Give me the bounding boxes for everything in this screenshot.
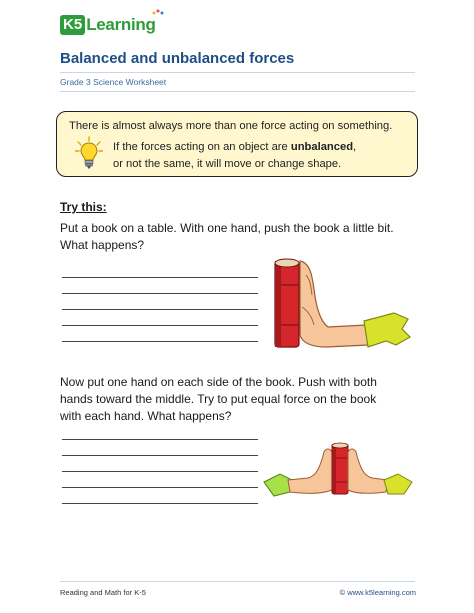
footer-divider xyxy=(60,581,415,582)
answer-line[interactable] xyxy=(62,439,258,440)
page-title: Balanced and unbalanced forces xyxy=(60,50,295,67)
one-hand-pushing-book-illustration xyxy=(266,255,412,351)
title-divider xyxy=(60,72,415,73)
answer-line[interactable] xyxy=(62,341,258,342)
answer-line[interactable] xyxy=(62,487,258,488)
question-2-line-1: Now put one hand on each side of the book. Push with both xyxy=(60,375,377,389)
info-callout xyxy=(56,111,418,177)
section-heading: Try this: xyxy=(60,200,107,214)
question-2 xyxy=(60,374,377,425)
callout-line-3: or not the same, it will move or change shape. xyxy=(113,158,342,170)
answer-line[interactable] xyxy=(62,325,258,326)
subtitle-divider xyxy=(60,91,415,92)
answer-line[interactable] xyxy=(62,503,258,504)
unbalanced-emphasis: unbalanced xyxy=(290,141,354,153)
callout-line-2: If the forces acting on an object are unbalanced, xyxy=(113,141,357,153)
answer-line[interactable] xyxy=(62,455,258,456)
question-1-line-1: Put a book on a table. With one hand, push the book a little bit. xyxy=(60,221,394,235)
answer-line[interactable] xyxy=(62,309,258,310)
logo-k5-badge: K5 xyxy=(60,15,85,35)
callout-line-1: There is almost always more than one force acting on something. xyxy=(69,120,393,132)
footer-tagline: Reading and Math for K-5 xyxy=(60,588,146,597)
question-2-line-3: with each hand. What happens? xyxy=(60,409,232,423)
footer-copyright xyxy=(340,588,416,597)
answer-line[interactable] xyxy=(62,277,258,278)
answer-line[interactable] xyxy=(62,471,258,472)
two-hands-pushing-book-illustration xyxy=(262,438,414,498)
copyright-symbol: © xyxy=(339,588,346,597)
k5-learning-logo[interactable] xyxy=(60,14,156,36)
footer-website-link[interactable]: www.k5learning.com xyxy=(347,588,416,597)
question-2-line-2: hands toward the middle. Try to put equal force on the book xyxy=(60,392,377,406)
logo-dots-icon xyxy=(124,8,164,16)
question-1 xyxy=(60,220,394,254)
question-1-line-2: What happens? xyxy=(60,238,145,252)
answer-line[interactable] xyxy=(62,293,258,294)
lightbulb-icon xyxy=(75,136,103,170)
page-subtitle: Grade 3 Science Worksheet xyxy=(60,77,167,87)
logo-wordmark: Learning xyxy=(86,15,156,34)
